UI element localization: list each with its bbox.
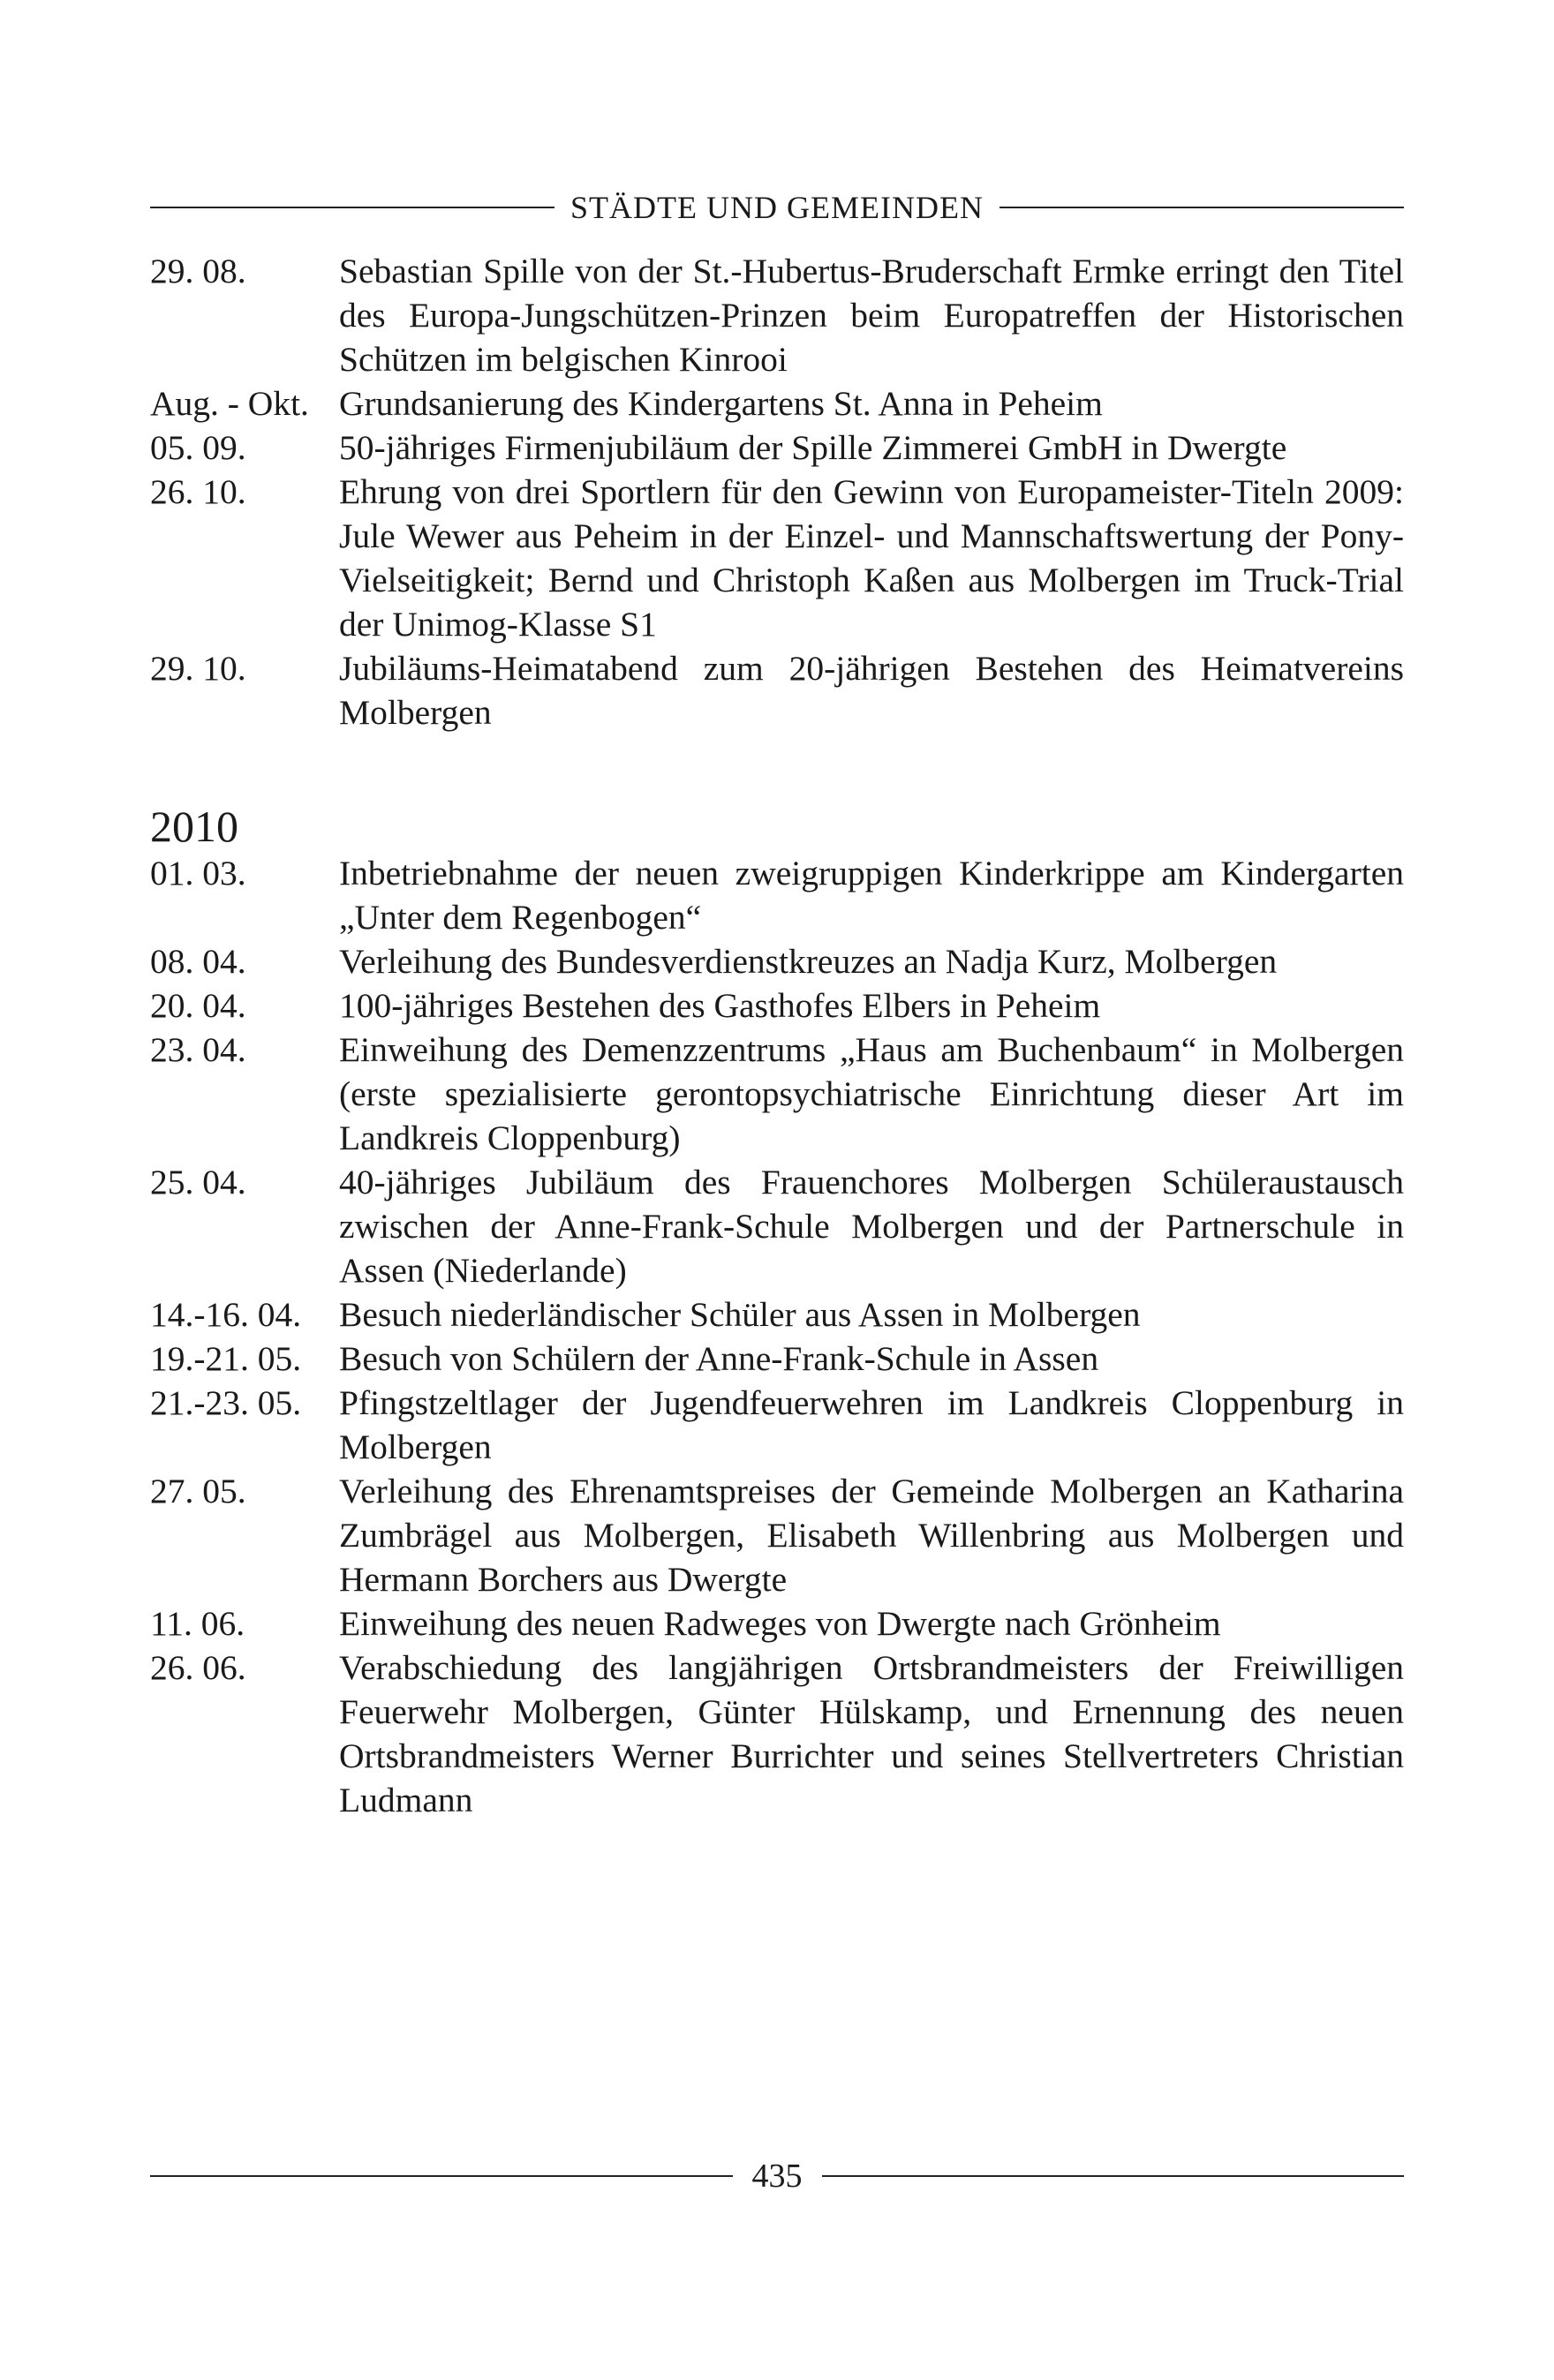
entry-date: 27. 05. [150, 1472, 246, 1510]
entries-2009 [150, 249, 1404, 734]
entry-date: 29. 08. [150, 252, 246, 290]
entry-date: 23. 04. [150, 1030, 246, 1069]
entry-text: Pfingstzeltlager der Jugendfeuerwehren im Landkreis Cloppenburg in Molbergen [339, 1383, 1404, 1466]
year-heading: 2010 [150, 802, 238, 851]
chronicle-entry [150, 851, 1404, 939]
entry-date: 26. 06. [150, 1648, 246, 1687]
chronicle-entry [150, 470, 1404, 646]
entry-text: Verleihung des Bundesverdienstkreuzes an Nadja Kurz, Molbergen [339, 942, 1278, 981]
entry-date: 19.-21. 05. [150, 1339, 302, 1378]
entry-date: Aug. - Okt. [150, 384, 309, 423]
chronicle-entry [150, 1292, 1404, 1337]
chronicle-entry [150, 939, 1404, 983]
entry-text: Verabschiedung des langjährigen Ortsbrandmeisters der Freiwilligen Feuerwehr Molbergen, Günter Hülskamp, und Ernennung des neuen Ortsbrandmeisters Werner Burrichter und seines Stellvertreters Christian Ludmann [339, 1648, 1404, 1819]
entry-text: Ehrung von drei Sportlern für den Gewinn von Europameister-Titeln 2009: Jule Wewer aus Peheim in der Einzel- und Mannschaftswertung der Pony-Vielseitigkeit; Bernd und Christoph Kaßen aus Molbergen im Truck-Trial der Unimog-Klasse S1 [339, 472, 1404, 644]
entry-text: Besuch von Schülern der Anne-Frank-Schule in Assen [339, 1339, 1099, 1378]
entry-date: 21.-23. 05. [150, 1383, 302, 1422]
chronicle-entry [150, 1337, 1404, 1381]
chronicle-content [150, 249, 1404, 1822]
entry-text: Sebastian Spille von der St.-Hubertus-Bruderschaft Ermke erringt den Titel des Europa-Jungschützen-Prinzen beim Europatreffen der Historischen Schützen im belgischen Kinrooi [339, 252, 1404, 379]
chronicle-entry [150, 426, 1404, 470]
entry-date: 08. 04. [150, 942, 246, 981]
entry-date: 05. 09. [150, 428, 246, 467]
entry-text: Besuch niederländischer Schüler aus Assen in Molbergen [339, 1295, 1141, 1334]
entry-text: Grundsanierung des Kindergartens St. Anna in Peheim [339, 384, 1103, 423]
entry-date: 01. 03. [150, 854, 246, 892]
page-number: 435 [751, 2158, 803, 2195]
chronicle-entry [150, 1469, 1404, 1601]
chronicle-entry [150, 1160, 1404, 1292]
entry-text: 40-jähriges Jubiläum des Frauenchores Molbergen Schüleraustausch zwischen der Anne-Frank-Schule Molbergen und der Partnerschule in Assen (Niederlande) [339, 1163, 1404, 1290]
entry-text: Jubiläums-Heimatabend zum 20-jährigen Bestehen des Heimatvereins Molbergen [339, 649, 1404, 732]
entry-text: 50-jähriges Firmenjubiläum der Spille Zimmerei GmbH in Dwergte [339, 428, 1287, 467]
entry-text: Einweihung des Demenzzentrums „Haus am Buchenbaum“ in Molbergen (erste spezialisierte gerontopsychiatrische Einrichtung dieser Art im Landkreis Cloppenburg) [339, 1030, 1404, 1157]
running-title: STÄDTE UND GEMEINDEN [570, 190, 984, 225]
chronicle-entry [150, 1601, 1404, 1646]
header-rule-right [1000, 207, 1404, 208]
header-rule-left [150, 207, 554, 208]
entry-text: Einweihung des neuen Radweges von Dwergte nach Grönheim [339, 1604, 1221, 1643]
page-footer [150, 2154, 1404, 2198]
running-header [150, 185, 1404, 230]
entry-date: 25. 04. [150, 1163, 246, 1201]
entries-2010 [150, 851, 1404, 1822]
chronicle-entry [150, 381, 1404, 426]
chronicle-entry [150, 1381, 1404, 1469]
entry-text: Inbetriebnahme der neuen zweigruppigen Kinderkrippe am Kindergarten „Unter dem Regenbogen“ [339, 854, 1404, 937]
chronicle-entry [150, 983, 1404, 1028]
entry-text: Verleihung des Ehrenamtspreises der Gemeinde Molbergen an Katharina Zumbrägel aus Molbergen, Elisabeth Willenbring aus Molbergen und Hermann Borchers aus Dwergte [339, 1472, 1404, 1599]
entry-date: 14.-16. 04. [150, 1295, 302, 1334]
chronicle-entry [150, 1028, 1404, 1160]
entry-date: 20. 04. [150, 986, 246, 1025]
entry-date: 26. 10. [150, 472, 246, 511]
chronicle-entry [150, 646, 1404, 734]
footer-rule-left [150, 2175, 733, 2177]
entry-date: 11. 06. [150, 1604, 245, 1643]
entry-date: 29. 10. [150, 649, 246, 688]
footer-rule-right [822, 2175, 1405, 2177]
chronicle-entry [150, 1646, 1404, 1822]
entry-text: 100-jähriges Bestehen des Gasthofes Elbers in Peheim [339, 986, 1101, 1025]
chronicle-entry [150, 249, 1404, 381]
